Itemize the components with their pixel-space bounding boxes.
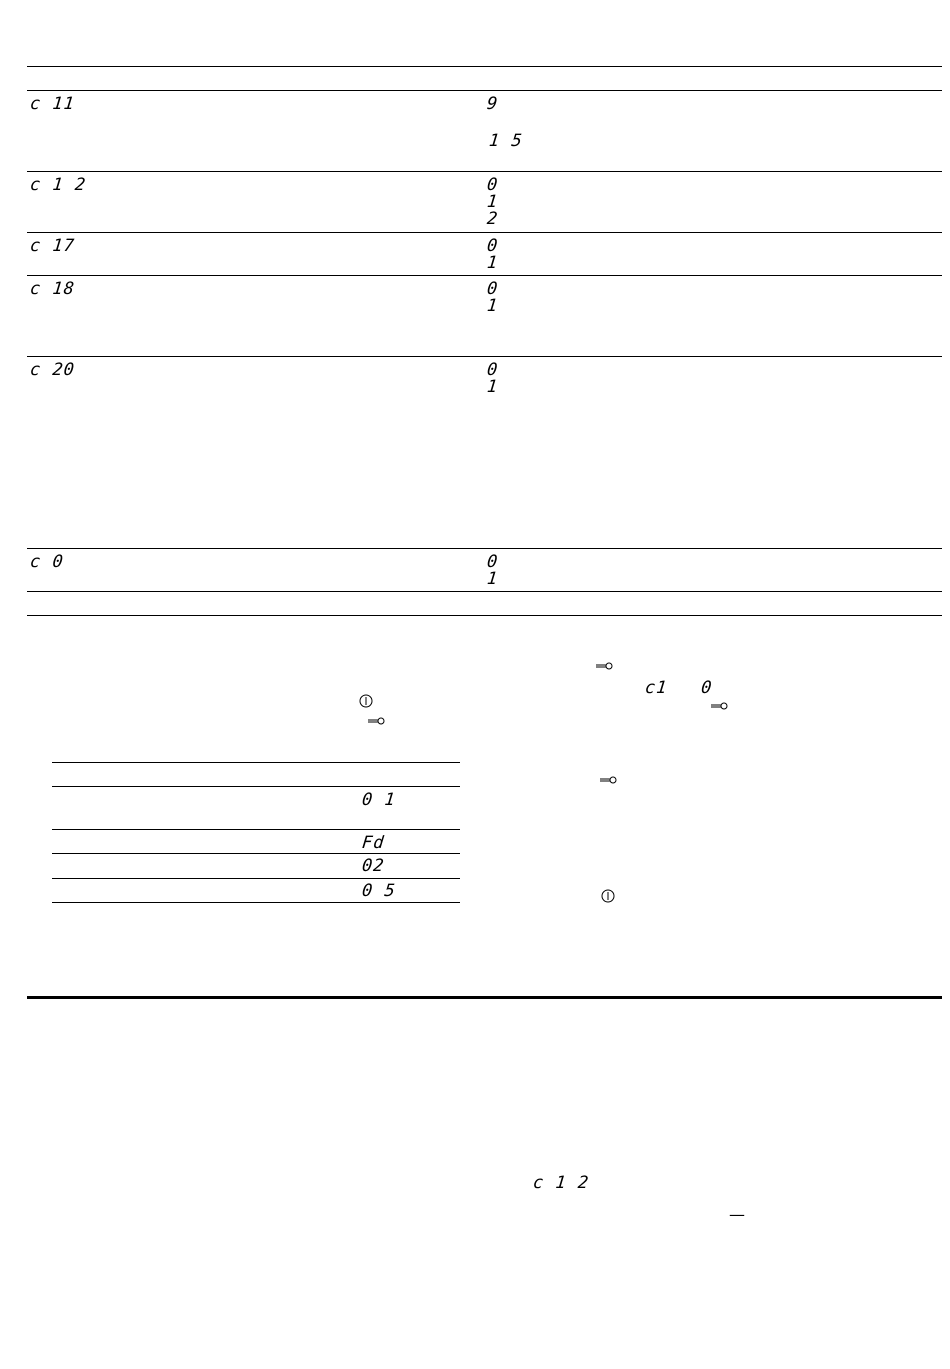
setting-value: 1 (485, 253, 500, 273)
small-table-value: 0 5 (360, 881, 397, 901)
setting-code: c 0 (28, 552, 65, 572)
table-rule (27, 66, 942, 67)
setting-value: 1 (485, 377, 500, 397)
setting-code: c 1 2 (28, 175, 88, 195)
table-rule (27, 90, 942, 91)
setting-value: 0 (485, 279, 500, 299)
setting-code: c 20 (28, 360, 77, 380)
table-rule (27, 232, 942, 233)
small-table-value: 02 (360, 856, 386, 876)
small-table-value: Fd (360, 833, 386, 853)
key-icon (595, 662, 613, 670)
setting-value: 1 (485, 296, 500, 316)
setting-value: 0 (485, 175, 500, 195)
table-rule (27, 591, 942, 592)
small-table-rule (52, 762, 460, 763)
setting-value: 0 (485, 360, 500, 380)
table-rule (27, 615, 942, 616)
table-rule (27, 356, 942, 357)
setting-value: 9 (485, 94, 500, 114)
setting-value: 1 (485, 569, 500, 589)
setting-code: c 18 (28, 279, 77, 299)
small-table-rule (52, 902, 460, 903)
display-code: c 1 2 (531, 1173, 591, 1193)
setting-value: 2 (485, 209, 500, 229)
small-table-rule (52, 786, 460, 787)
table-rule (27, 275, 942, 276)
key-icon (367, 717, 385, 725)
power-icon (601, 889, 615, 903)
small-table-rule (52, 829, 460, 830)
setting-code: c 11 (28, 94, 77, 114)
setting-value: 0 (485, 552, 500, 572)
key-icon (599, 776, 617, 784)
section-divider (27, 996, 942, 999)
display-code: c1 0 (643, 678, 714, 698)
setting-value: 1 5 (487, 131, 524, 151)
power-icon (359, 694, 373, 708)
dash-symbol: — (729, 1205, 745, 1224)
key-icon (710, 702, 728, 710)
table-rule (27, 171, 942, 172)
small-table-rule (52, 878, 460, 879)
table-rule (27, 548, 942, 549)
small-table-rule (52, 853, 460, 854)
small-table-value: 0 1 (360, 790, 397, 810)
setting-value: 1 (485, 192, 500, 212)
setting-code: c 17 (28, 236, 77, 256)
setting-value: 0 (485, 236, 500, 256)
